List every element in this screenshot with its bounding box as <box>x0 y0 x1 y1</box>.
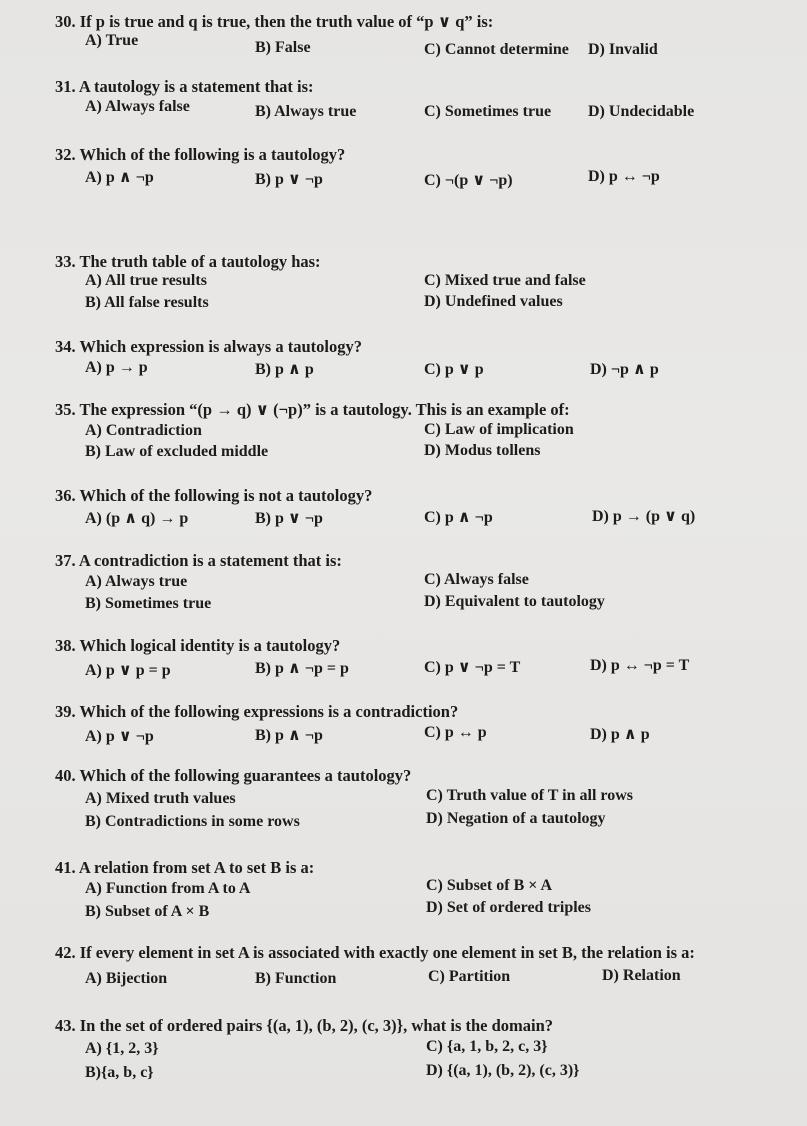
option-a: A) Always true <box>85 573 188 590</box>
question-stem: 32. Which of the following is a tautology? <box>55 145 346 164</box>
option-b: B) Subset of A × B <box>85 903 210 920</box>
option-d: D) p ↔ ¬p <box>588 168 660 185</box>
option-c: C) Mixed true and false <box>424 272 586 289</box>
option-c: C) Cannot determine <box>424 41 569 58</box>
option-b: B) Function <box>255 970 337 987</box>
option-a: A) All true results <box>85 272 207 289</box>
question-stem: 33. The truth table of a tautology has: <box>55 252 321 271</box>
option-a: A) Mixed truth values <box>85 790 236 807</box>
option-c: C) Always false <box>424 571 529 588</box>
question-stem: 34. Which expression is always a tautology? <box>55 337 362 356</box>
option-d: D) Negation of a tautology <box>426 810 606 827</box>
option-b: B) Sometimes true <box>85 595 212 612</box>
option-a: A) Function from A to A <box>85 880 251 897</box>
question-stem: 43. In the set of ordered pairs {(a, 1), (b, 2), (c, 3)}, what is the domain? <box>55 1016 554 1035</box>
option-a: A) Always false <box>85 98 190 115</box>
option-d: D) Equivalent to tautology <box>424 593 605 610</box>
option-c: C) p ∧ ¬p <box>424 509 493 526</box>
option-b: B) Contradictions in some rows <box>85 813 300 830</box>
question-stem: 40. Which of the following guarantees a tautology? <box>55 766 412 785</box>
option-b: B) False <box>255 39 311 56</box>
option-a: A) True <box>85 32 139 49</box>
option-a: A) Contradiction <box>85 422 202 439</box>
option-d: D) Relation <box>602 967 681 984</box>
option-b: B) Always true <box>255 103 357 120</box>
option-c: C) Truth value of T in all rows <box>426 787 633 804</box>
option-d: D) Set of ordered triples <box>426 899 591 916</box>
option-b: B) p ∧ ¬p <box>255 727 323 744</box>
option-d: D) p → (p ∨ q) <box>592 508 696 525</box>
option-d: D) p ↔ ¬p = T <box>590 657 690 674</box>
option-b: B) p ∧ p <box>255 361 314 378</box>
option-a: A) p → p <box>85 359 148 376</box>
question-stem: 42. If every element in set A is associated with exactly one element in set B, the relation is a: <box>55 943 695 962</box>
option-d: D) p ∧ p <box>590 726 650 743</box>
option-d: D) Undecidable <box>588 103 695 120</box>
option-b: B){a, b, c} <box>85 1064 154 1081</box>
option-a: A) p ∧ ¬p <box>85 169 154 186</box>
question-stem: 38. Which logical identity is a tautology? <box>55 636 341 655</box>
option-c: C) p ∨ ¬p = T <box>424 659 521 676</box>
option-a: A) p ∨ ¬p <box>85 728 154 745</box>
option-c: C) {a, 1, b, 2, c, 3} <box>426 1038 548 1055</box>
option-c: C) Partition <box>428 968 511 985</box>
option-b: B) p ∨ ¬p <box>255 171 323 188</box>
option-c: C) Law of implication <box>424 421 574 438</box>
option-c: C) p ∨ p <box>424 361 484 378</box>
option-d: D) Modus tollens <box>424 442 541 459</box>
option-a: A) {1, 2, 3} <box>85 1040 159 1057</box>
option-b: B) p ∨ ¬p <box>255 510 323 527</box>
question-stem: 35. The expression “(p → q) ∨ (¬p)” is a tautology. This is an example of: <box>55 400 570 419</box>
option-b: B) p ∧ ¬p = p <box>255 660 349 677</box>
option-b: B) Law of excluded middle <box>85 443 269 460</box>
option-b: B) All false results <box>85 294 209 311</box>
option-a: A) Bijection <box>85 970 168 987</box>
option-d: D) ¬p ∧ p <box>590 361 659 378</box>
option-a: A) p ∨ p = p <box>85 662 171 679</box>
question-stem: 41. A relation from set A to set B is a: <box>55 858 315 877</box>
question-stem: 37. A contradiction is a statement that is: <box>55 551 342 570</box>
question-stem: 39. Which of the following expressions is a contradiction? <box>55 702 459 721</box>
option-a: A) (p ∧ q) → p <box>85 510 189 527</box>
option-c: C) Subset of B × A <box>426 877 553 894</box>
question-stem: 36. Which of the following is not a tautology? <box>55 486 373 505</box>
option-d: D) Undefined values <box>424 293 563 310</box>
option-c: C) p ↔ p <box>424 724 487 741</box>
option-d: D) Invalid <box>588 41 658 58</box>
option-c: C) ¬(p ∨ ¬p) <box>424 172 513 189</box>
option-d: D) {(a, 1), (b, 2), (c, 3)} <box>426 1062 580 1079</box>
question-stem: 30. If p is true and q is true, then the truth value of “p ∨ q” is: <box>55 12 494 31</box>
option-c: C) Sometimes true <box>424 103 552 120</box>
question-stem: 31. A tautology is a statement that is: <box>55 77 314 96</box>
